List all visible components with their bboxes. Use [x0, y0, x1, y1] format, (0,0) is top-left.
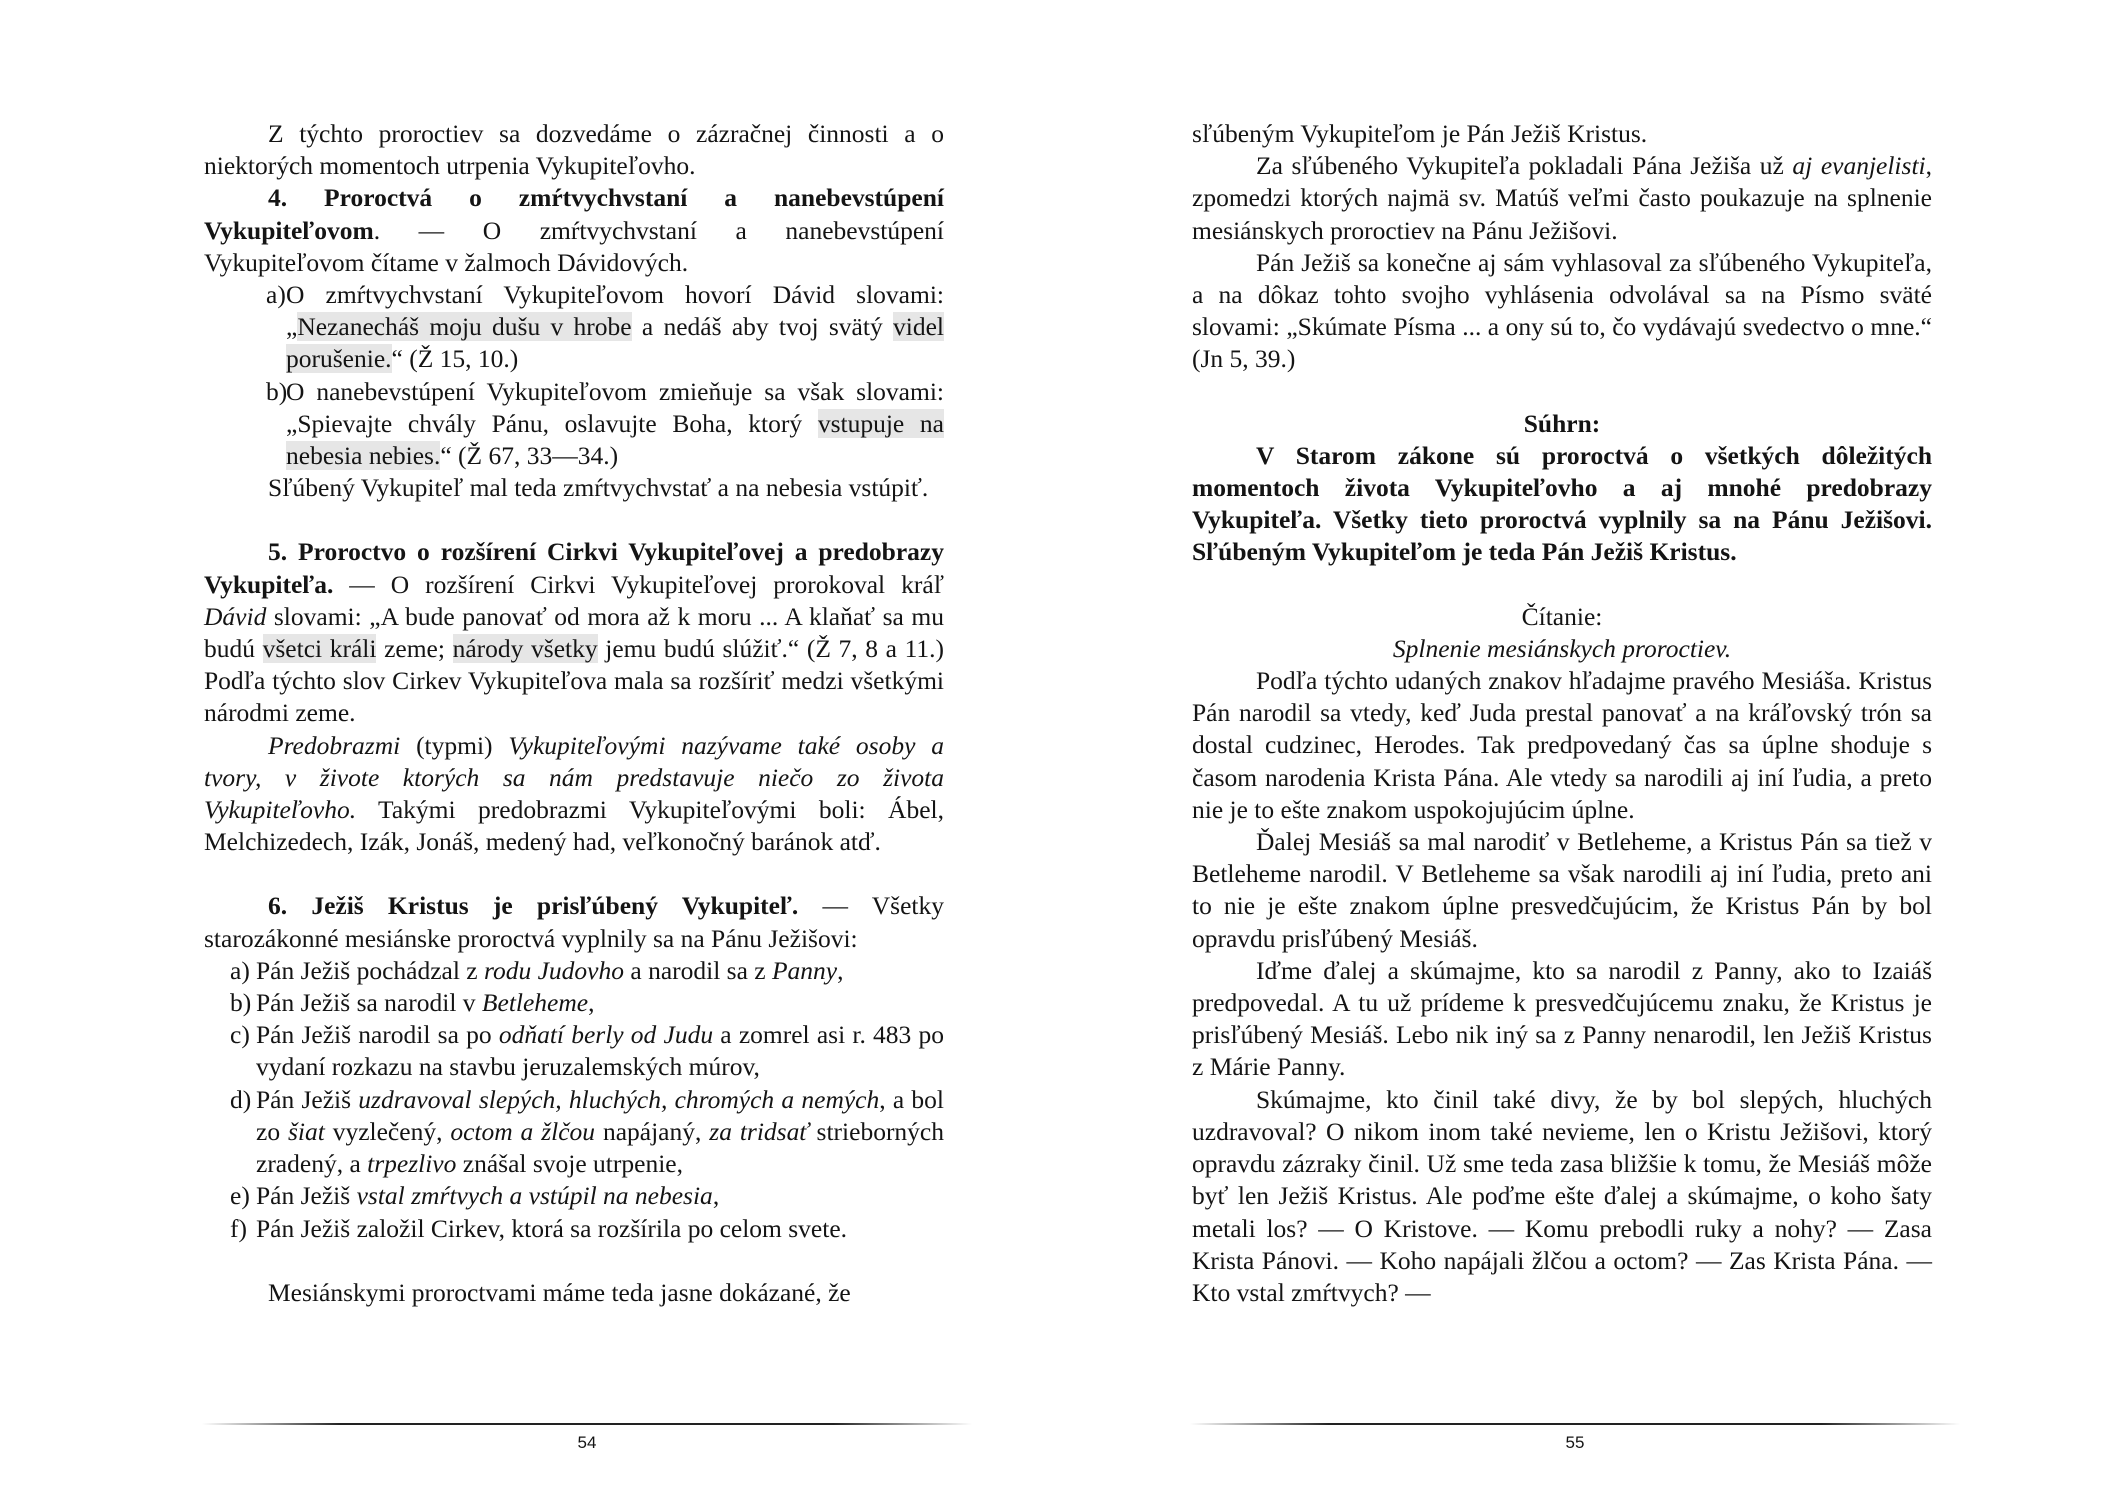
list-item-b: b) O nanebevstúpení Vykupiteľovom zmieňuje sa však slovami: „Spievajte chvály Pánu, oslavujte Boha, ktorý vstupuje na nebesia nebies.“ (Ž 67, 33—34.)	[266, 376, 944, 471]
highlight: videl porušenie.	[286, 312, 944, 374]
paragraph: Sľúbený Vykupiteľ mal teda zmŕtvychvstať a na nebesia vstúpiť.	[268, 473, 929, 503]
page-footer-right	[1190, 1423, 1960, 1463]
fulfilment-list	[204, 955, 944, 1245]
paragraph: Mesiánskymi proroctvami máme teda jasne dokázané, že	[268, 1277, 851, 1307]
paragraph: Podľa týchto udaných znakov hľadajme pravého Mesiáša. Kristus Pán narodil sa vtedy, keď Juda prestal panovať a na kráľovský trón sa dostal cudzinec, Herodes. Tak predpovedaný čas sa úplne shoduje s časom narodenia Krista Pána. Ale vtedy sa narodili aj iní ľudia, a preto nie je to ešte znakom uspokojujúcim úplne.	[1192, 666, 1932, 824]
list-item-f: f) Pán Ježiš založil Cirkev, ktorá sa rozšírila po celom svete.	[230, 1213, 848, 1243]
reading-subtitle: Splnenie mesiánskych proroctiev.	[1392, 633, 1732, 663]
reading-heading: Čítanie:	[1521, 601, 1603, 631]
page-number: 54	[577, 1433, 597, 1452]
paragraph: Z týchto proroctiev sa dozvedáme o zázračnej činnosti a o niektorých momentoch utrpenia Vykupiteľovho.	[204, 119, 944, 181]
list-item-a: a) Pán Ježiš pochádzal z rodu Judovho a narodil sa z Panny,	[230, 955, 844, 985]
paragraph: Pán Ježiš sa konečne aj sám vyhlasoval za sľúbeného Vykupiteľa, a na dôkaz tohto svojho vyhlásenia odvolával sa na Písmo sväté slovami: „Skúmate Písma ... a ony sú to, čo vydávajú svedectvo o mne.“ (Jn 5, 39.)	[1192, 247, 1932, 374]
left-page	[204, 118, 944, 1309]
prophecy-list	[204, 279, 944, 472]
paragraph: Za sľúbeného Vykupiteľa pokladali Pána Ježiša už aj evanjelisti, zpomedzi ktorých najmä sv. Matúš veľmi často poukazuje na splnenie mesiánskych proroctiev na Pánu Ježišovi.	[1192, 151, 1932, 245]
section-5-title: 5. Proroctvo o rozšírení Cirkvi Vykupiteľovej a predobrazy Vykupiteľa.	[204, 537, 944, 599]
page-number: 55	[1565, 1433, 1585, 1452]
highlight: vstupuje na nebesia nebies.	[286, 408, 944, 471]
section-6-title: 6. Ježiš Kristus je prisľúbený Vykupiteľ.	[268, 891, 799, 921]
list-item-d: d) Pán Ježiš uzdravoval slepých, hluchých, chromých a nemých, a bol zo šiat vyzlečený, octom a žlčou napájaný, za tridsať strieborných zradený, a trpezlivo znášal svoje utrpenie,	[230, 1084, 945, 1179]
list-item-e: e) Pán Ježiš vstal zmŕtvych a vstúpil na nebesia,	[230, 1181, 720, 1211]
footer-rule	[1190, 1423, 1960, 1425]
list-item-c: c) Pán Ježiš narodil sa po odňatí berly od Judu a zomrel asi r. 483 po vydaní rozkazu na stavbu jeruzalemských múrov,	[230, 1020, 944, 1082]
section-6-paragraph: 6. Ježiš Kristus je prisľúbený Vykupiteľ. — Všetky starozákonné mesiánske proroctvá vyplnily sa na Pánu Ježišovi:	[204, 891, 944, 953]
section-4-paragraph: 4. Proroctvá o zmŕtvychvstaní a nanebevstúpení Vykupiteľovom. — O zmŕtvychvstaní a nanebevstúpení Vykupiteľovom čítame v žalmoch Dávidových.	[204, 183, 944, 277]
summary-heading: Súhrn:	[1523, 408, 1601, 438]
highlight: národy všetky	[452, 634, 598, 664]
paragraph: Skúmajme, kto činil také divy, že by bol slepých, hluchých uzdravoval? O nikom inom také nevieme, len o Kristu Ježišovi, ktorý opravdu zázraky činil. Už sme teda zasa bližšie k tomu, že Mesiáš môže byť len Ježiš Kristus. Ale poďme ešte ďalej a skúmajme, o koho šaty metali los? — O Kristove. — Komu prebodli ruky a nohy? — Zasa Krista Pánovi. — Koho napájali žlčou a octom? — Zas Krista Pána. — Kto vstal zmŕtvych? —	[1192, 1084, 1932, 1307]
list-item-a: a) O zmŕtvychvstaní Vykupiteľovom hovorí Dávid slovami: „Nezanecháš moju dušu v hrobe a nedáš aby tvoj svätý videl porušenie.“ (Ž 15, 10.)	[266, 280, 944, 374]
paragraph: Ďalej Mesiáš sa mal narodiť v Betleheme, a Kristus Pán sa tiež v Betleheme narodil. V Betleheme sa však narodili aj iní ľudia, preto ani to nie je ešte znakom úplne presvedčujúcim, že Kristus Pán by bol opravdu prisľúbený Mesiáš.	[1192, 827, 1932, 953]
paragraph: sľúbeným Vykupiteľom je Pán Ježiš Kristus.	[1192, 119, 1648, 148]
highlight: Nezanecháš moju dušu v hrobe	[297, 312, 632, 342]
page-footer-left	[202, 1423, 972, 1463]
predobrazy-paragraph: Predobrazmi (typmi) Vykupiteľovými nazývame také osoby a tvory, v živote ktorých sa nám predstavuje niečo zo života Vykupiteľovho. Takými predobrazmi Vykupiteľovými boli: Ábel, Melchizedech, Izák, Jonáš, medený had, veľkonočný baránok atď.	[204, 730, 944, 857]
highlight: všetci králi	[262, 634, 377, 664]
right-page	[1192, 118, 1932, 1309]
section-4-title: 4. Proroctvá o zmŕtvychvstaní a nanebevstúpení Vykupiteľovom	[204, 183, 944, 245]
footer-rule	[202, 1423, 972, 1425]
section-5-paragraph: 5. Proroctvo o rozšírení Cirkvi Vykupiteľovej a predobrazy Vykupiteľa. — O rozšírení Cirkvi Vykupiteľovej prorokoval kráľ Dávid slovami: „A bude panovať od mora až k moru ... A klaňať sa mu budú všetci králi zeme; národy všetky jemu budú slúžiť.“ (Ž 7, 8 a 11.) Podľa týchto slov Cirkev Vykupiteľova mala sa rozšíriť medzi všetkými národmi zeme.	[204, 537, 945, 728]
paragraph: Iďme ďalej a skúmajme, kto sa narodil z Panny, ako to Izaiáš predpovedal. A tu už prídeme k presvedčujúcemu znaku, že Kristus je prisľúbený Mesiáš. Lebo nik iný sa z Panny nenarodil, len Ježiš Kristus z Márie Panny.	[1192, 955, 1932, 1082]
summary-text: V Starom zákone sú proroctvá o všetkých dôležitých momentoch života Vykupiteľovho a aj mnohé predobrazy Vykupiteľa. Všetky tieto proroctvá vyplnily sa na Pánu Ježišovi. Sľúbeným Vykupiteľom je teda Pán Ježiš Kristus.	[1192, 440, 1932, 567]
list-item-b: b) Pán Ježiš sa narodil v Betleheme,	[230, 988, 595, 1018]
